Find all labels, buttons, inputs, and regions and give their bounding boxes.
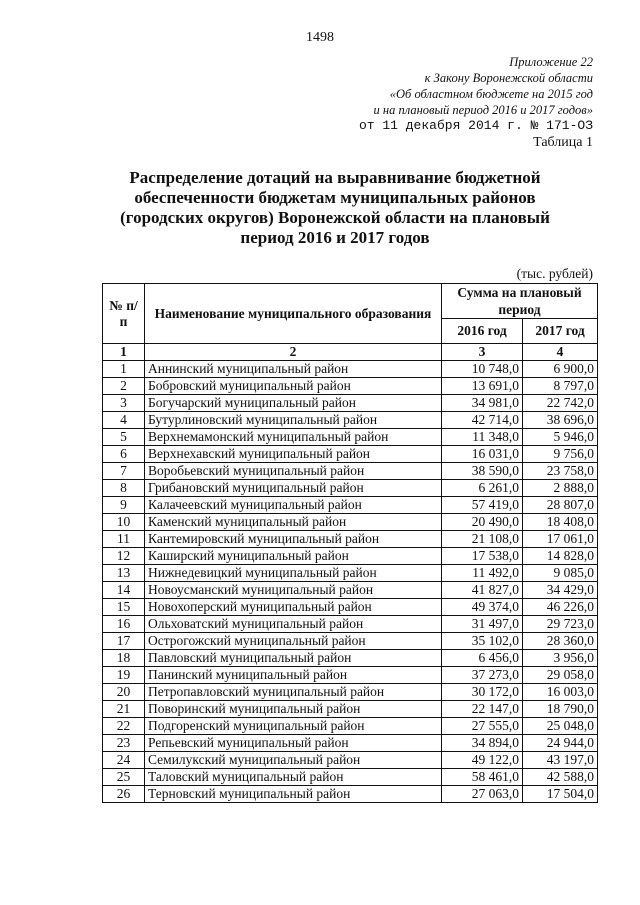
row-name: Панинский муниципальный район	[145, 667, 442, 684]
row-name: Каменский муниципальный район	[145, 514, 442, 531]
row-number: 2	[103, 378, 145, 395]
table-row	[103, 684, 598, 701]
row-number: 22	[103, 718, 145, 735]
row-name: Таловский муниципальный район	[145, 769, 442, 786]
table-row	[103, 378, 598, 395]
row-value-2017: 25 048,0	[523, 718, 598, 735]
row-value-2016: 11 348,0	[442, 429, 523, 446]
row-name: Бутурлиновский муниципальный район	[145, 412, 442, 429]
row-value-2017: 8 797,0	[523, 378, 598, 395]
table-row	[103, 565, 598, 582]
row-number: 21	[103, 701, 145, 718]
row-value-2017: 43 197,0	[523, 752, 598, 769]
row-name: Воробьевский муниципальный район	[145, 463, 442, 480]
table-row	[103, 514, 598, 531]
row-name: Поворинский муниципальный район	[145, 701, 442, 718]
row-value-2016: 49 374,0	[442, 599, 523, 616]
row-name: Павловский муниципальный район	[145, 650, 442, 667]
appendix-note	[374, 54, 593, 118]
header-2016: 2016 год	[442, 319, 523, 344]
row-number: 19	[103, 667, 145, 684]
units-label: (тыс. рублей)	[516, 266, 593, 281]
table-row	[103, 497, 598, 514]
row-number: 13	[103, 565, 145, 582]
row-name: Нижнедевицкий муниципальный район	[145, 565, 442, 582]
row-number: 1	[103, 361, 145, 378]
table-row	[103, 395, 598, 412]
row-name: Ольховатский муниципальный район	[145, 616, 442, 633]
row-value-2017: 17 504,0	[523, 786, 598, 803]
header-num: № п/п	[103, 284, 145, 344]
row-value-2017: 29 723,0	[523, 616, 598, 633]
row-value-2016: 13 691,0	[442, 378, 523, 395]
table-row	[103, 429, 598, 446]
row-name: Терновский муниципальный район	[145, 786, 442, 803]
row-value-2017: 9 085,0	[523, 565, 598, 582]
table-row	[103, 463, 598, 480]
row-value-2017: 2 888,0	[523, 480, 598, 497]
row-name: Острогожский муниципальный район	[145, 633, 442, 650]
law-date: от 11 декабря 2014 г. № 171-ОЗ	[358, 118, 593, 133]
row-value-2017: 18 408,0	[523, 514, 598, 531]
row-name: Бобровский муниципальный район	[145, 378, 442, 395]
row-value-2016: 41 827,0	[442, 582, 523, 599]
row-value-2016: 21 108,0	[442, 531, 523, 548]
row-name: Богучарский муниципальный район	[145, 395, 442, 412]
table-row	[103, 412, 598, 429]
appendix-line: и на плановый период 2016 и 2017 годов»	[373, 103, 593, 117]
row-value-2016: 10 748,0	[442, 361, 523, 378]
row-value-2017: 34 429,0	[523, 582, 598, 599]
table-row	[103, 446, 598, 463]
table-row	[103, 480, 598, 497]
header-name: Наименование муниципального образования	[145, 284, 442, 344]
row-name: Репьевский муниципальный район	[145, 735, 442, 752]
row-value-2016: 31 497,0	[442, 616, 523, 633]
index-cell: 2	[145, 344, 442, 361]
table-row	[103, 548, 598, 565]
row-value-2016: 35 102,0	[442, 633, 523, 650]
row-name: Новохоперский муниципальный район	[145, 599, 442, 616]
page-number: 1498	[306, 30, 334, 45]
row-name: Верхнемамонский муниципальный район	[145, 429, 442, 446]
row-name: Семилукский муниципальный район	[145, 752, 442, 769]
row-value-2017: 22 742,0	[523, 395, 598, 412]
row-value-2016: 38 590,0	[442, 463, 523, 480]
row-value-2017: 18 790,0	[523, 701, 598, 718]
row-value-2017: 38 696,0	[523, 412, 598, 429]
row-value-2016: 27 063,0	[442, 786, 523, 803]
row-value-2016: 6 456,0	[442, 650, 523, 667]
row-value-2017: 28 807,0	[523, 497, 598, 514]
table-row	[103, 769, 598, 786]
row-number: 4	[103, 412, 145, 429]
row-value-2016: 57 419,0	[442, 497, 523, 514]
row-number: 23	[103, 735, 145, 752]
table-row	[103, 582, 598, 599]
row-number: 16	[103, 616, 145, 633]
row-number: 18	[103, 650, 145, 667]
table-row	[103, 752, 598, 769]
row-number: 25	[103, 769, 145, 786]
index-row	[103, 344, 598, 361]
row-value-2017: 24 944,0	[523, 735, 598, 752]
row-value-2016: 34 981,0	[442, 395, 523, 412]
row-value-2017: 16 003,0	[523, 684, 598, 701]
row-value-2017: 17 061,0	[523, 531, 598, 548]
row-value-2016: 37 273,0	[442, 667, 523, 684]
row-value-2016: 58 461,0	[442, 769, 523, 786]
table-row	[103, 599, 598, 616]
index-cell: 3	[442, 344, 523, 361]
table-row	[103, 718, 598, 735]
row-number: 12	[103, 548, 145, 565]
row-value-2016: 34 894,0	[442, 735, 523, 752]
row-value-2016: 42 714,0	[442, 412, 523, 429]
row-value-2017: 29 058,0	[523, 667, 598, 684]
row-value-2016: 49 122,0	[442, 752, 523, 769]
table-row	[103, 531, 598, 548]
table-label: Таблица 1	[533, 135, 593, 150]
row-value-2016: 20 490,0	[442, 514, 523, 531]
row-value-2016: 22 147,0	[442, 701, 523, 718]
row-value-2016: 6 261,0	[442, 480, 523, 497]
row-value-2017: 6 900,0	[523, 361, 598, 378]
table-row	[103, 616, 598, 633]
row-name: Кантемировский муниципальный район	[145, 531, 442, 548]
table-row	[103, 667, 598, 684]
row-number: 15	[103, 599, 145, 616]
row-value-2016: 17 538,0	[442, 548, 523, 565]
row-value-2017: 3 956,0	[523, 650, 598, 667]
row-value-2017: 46 226,0	[523, 599, 598, 616]
row-number: 9	[103, 497, 145, 514]
row-value-2017: 5 946,0	[523, 429, 598, 446]
row-number: 7	[103, 463, 145, 480]
table-row	[103, 786, 598, 803]
table-row	[103, 735, 598, 752]
row-value-2016: 27 555,0	[442, 718, 523, 735]
table-row	[103, 650, 598, 667]
header-2017: 2017 год	[523, 319, 598, 344]
row-name: Грибановский муниципальный район	[145, 480, 442, 497]
row-value-2017: 9 756,0	[523, 446, 598, 463]
row-value-2017: 23 758,0	[523, 463, 598, 480]
row-number: 5	[103, 429, 145, 446]
row-value-2016: 11 492,0	[442, 565, 523, 582]
appendix-line: «Об областном бюджете на 2015 год	[389, 87, 593, 101]
table-row	[103, 361, 598, 378]
row-value-2017: 14 828,0	[523, 548, 598, 565]
appendix-line: Приложение 22	[509, 55, 593, 69]
row-number: 20	[103, 684, 145, 701]
row-value-2017: 42 588,0	[523, 769, 598, 786]
row-number: 6	[103, 446, 145, 463]
row-number: 24	[103, 752, 145, 769]
header-sum: Сумма на плановый период	[442, 284, 598, 319]
index-cell: 4	[523, 344, 598, 361]
document-title: Распределение дотаций на выравнивание бюджетной обеспеченности бюджетам муниципальных районов (городских округов) Воронежской области на плановый период 2016 и 2017 годов	[120, 168, 550, 247]
table-row	[103, 701, 598, 718]
row-value-2016: 16 031,0	[442, 446, 523, 463]
row-number: 10	[103, 514, 145, 531]
row-number: 3	[103, 395, 145, 412]
index-cell: 1	[103, 344, 145, 361]
row-number: 17	[103, 633, 145, 650]
row-name: Новоусманский муниципальный район	[145, 582, 442, 599]
table-row	[103, 633, 598, 650]
appendix-line: к Закону Воронежской области	[424, 71, 593, 85]
row-name: Петропавловский муниципальный район	[145, 684, 442, 701]
row-name: Верхнехавский муниципальный район	[145, 446, 442, 463]
row-number: 14	[103, 582, 145, 599]
row-number: 26	[103, 786, 145, 803]
row-number: 8	[103, 480, 145, 497]
subsidy-table	[102, 283, 598, 803]
row-name: Калачеевский муниципальный район	[145, 497, 442, 514]
row-value-2017: 28 360,0	[523, 633, 598, 650]
row-name: Каширский муниципальный район	[145, 548, 442, 565]
row-name: Подгоренский муниципальный район	[145, 718, 442, 735]
row-value-2016: 30 172,0	[442, 684, 523, 701]
row-name: Аннинский муниципальный район	[145, 361, 442, 378]
row-number: 11	[103, 531, 145, 548]
